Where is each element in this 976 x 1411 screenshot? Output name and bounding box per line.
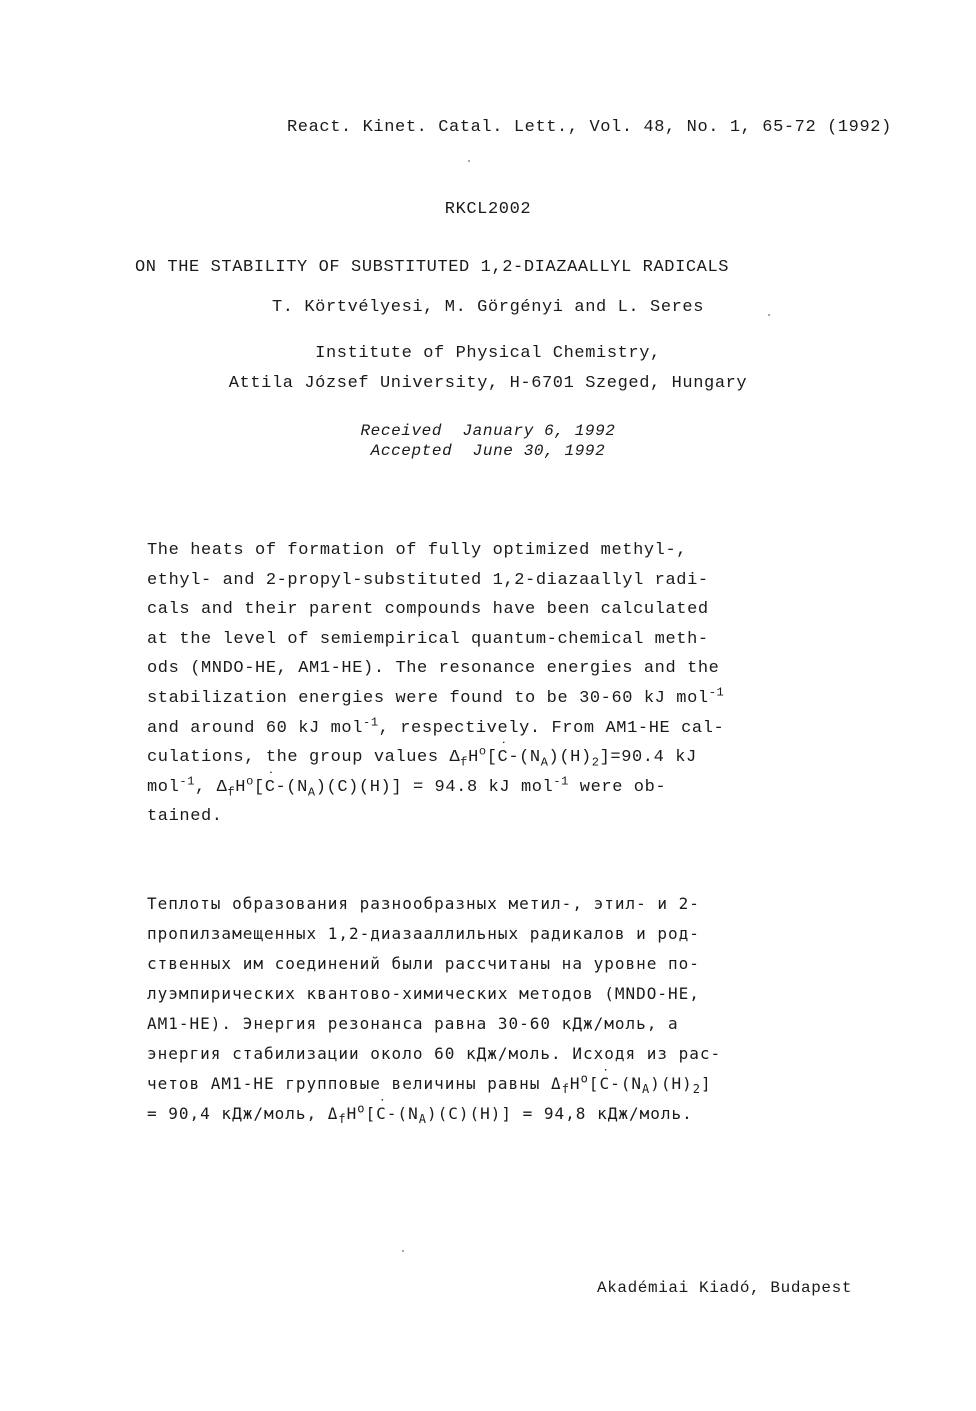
abstract-line: tained. — [147, 807, 223, 827]
abstract-line: ственных им соединений были рассчитаны на уровне по- — [147, 954, 700, 973]
group-value-formula: $\Delta_fH^o[˙$ $C-(N_A)(H)_2$] — [449, 748, 610, 767]
abstract-line: cals and their parent compounds have been calculated — [147, 600, 709, 620]
abstract-line: Теплоты образования разнообразных метил-, этил- и 2- — [147, 894, 700, 913]
address: Attila József University, H-6701 Szeged, Hungary — [228, 374, 748, 393]
scan-speck — [468, 160, 470, 162]
accepted-date: Accepted June 30, 1992 — [370, 442, 606, 460]
abstract-line: AM1-HE). Энергия резонанса равна 30-60 кДж/моль, а — [147, 1014, 679, 1033]
abstract-line: луэмпирических квантово-химических методов (MNDO-HE, — [147, 984, 700, 1003]
abstract-line: stabilization energies were found to be 30-60 kJ mol$^{-1}$ — [147, 685, 725, 708]
scan-speck — [402, 1250, 404, 1252]
received-date: Received January 6, 1992 — [360, 422, 616, 440]
abstract-line: ethyl- and 2-propyl-substituted 1,2-diazaallyl radi- — [147, 570, 709, 590]
abstract-line: at the level of semiempirical quantum-chemical meth- — [147, 629, 709, 649]
article-code: RKCL2002 — [444, 200, 532, 219]
abstract-line: mol$^{-1}$, $\Delta_fH^o[˙$ $C-(N_A)(C)(H)] = 94.8$ kJ mol$^{-1}$ were ob- — [147, 773, 787, 803]
scan-speck — [768, 314, 770, 316]
institute: Institute of Physical Chemistry, — [315, 344, 661, 363]
publisher: Akadémiai Kiadó, Budapest — [597, 1279, 853, 1297]
abstract-line: энергия стабилизации около 60 кДж/моль. Исходя из рас- — [147, 1044, 722, 1063]
abstract-line: четов AM1-HE групповые величины равны $\Delta_fH^o[˙$ $C-(N_A)(H)_2$] — [147, 1069, 797, 1099]
abstract-line: and around 60 kJ mol$^{-1}$, respectively. From AM1-HE cal- — [147, 714, 725, 738]
group-value-formula: $\Delta_fH^o[˙$ $C-(N_A)(H)_2$] — [551, 1074, 712, 1093]
abstract-line: = 90,4 кДж/моль, $\Delta_fH^o[˙$ $C-(N_A)(C)(H)] = 94,8$ кДж/моль. — [147, 1099, 797, 1129]
abstract-russian — [147, 889, 797, 1129]
abstract-line: culations, the group values $\Delta_fH^o[˙$ $C-(N_A)(H)_2]=90.4$ kJ — [147, 743, 787, 773]
abstract-english — [147, 536, 787, 832]
authors: T. Körtvélyesi, M. Görgényi and L. Seres — [271, 298, 705, 317]
article-title: ON THE STABILITY OF SUBSTITUTED 1,2-DIAZAALLYL RADICALS — [135, 258, 730, 277]
abstract-line: пропилзамещенных 1,2-диазааллильных радикалов и род- — [147, 924, 700, 943]
group-value-formula: $\Delta_fH^o[˙$ $C-(N_A)(C)(H)$] — [328, 1104, 512, 1123]
abstract-line: The heats of formation of fully optimized methyl-, — [147, 541, 688, 560]
journal-citation: React. Kinet. Catal. Lett., Vol. 48, No. 1, 65-72 (1992) — [287, 118, 892, 137]
abstract-line: ods (MNDO-HE, AM1-HE). The resonance energies and the — [147, 659, 720, 679]
group-value-formula: $\Delta_fH^o[˙$ $C-(N_A)(C)(H)$] — [217, 778, 403, 797]
